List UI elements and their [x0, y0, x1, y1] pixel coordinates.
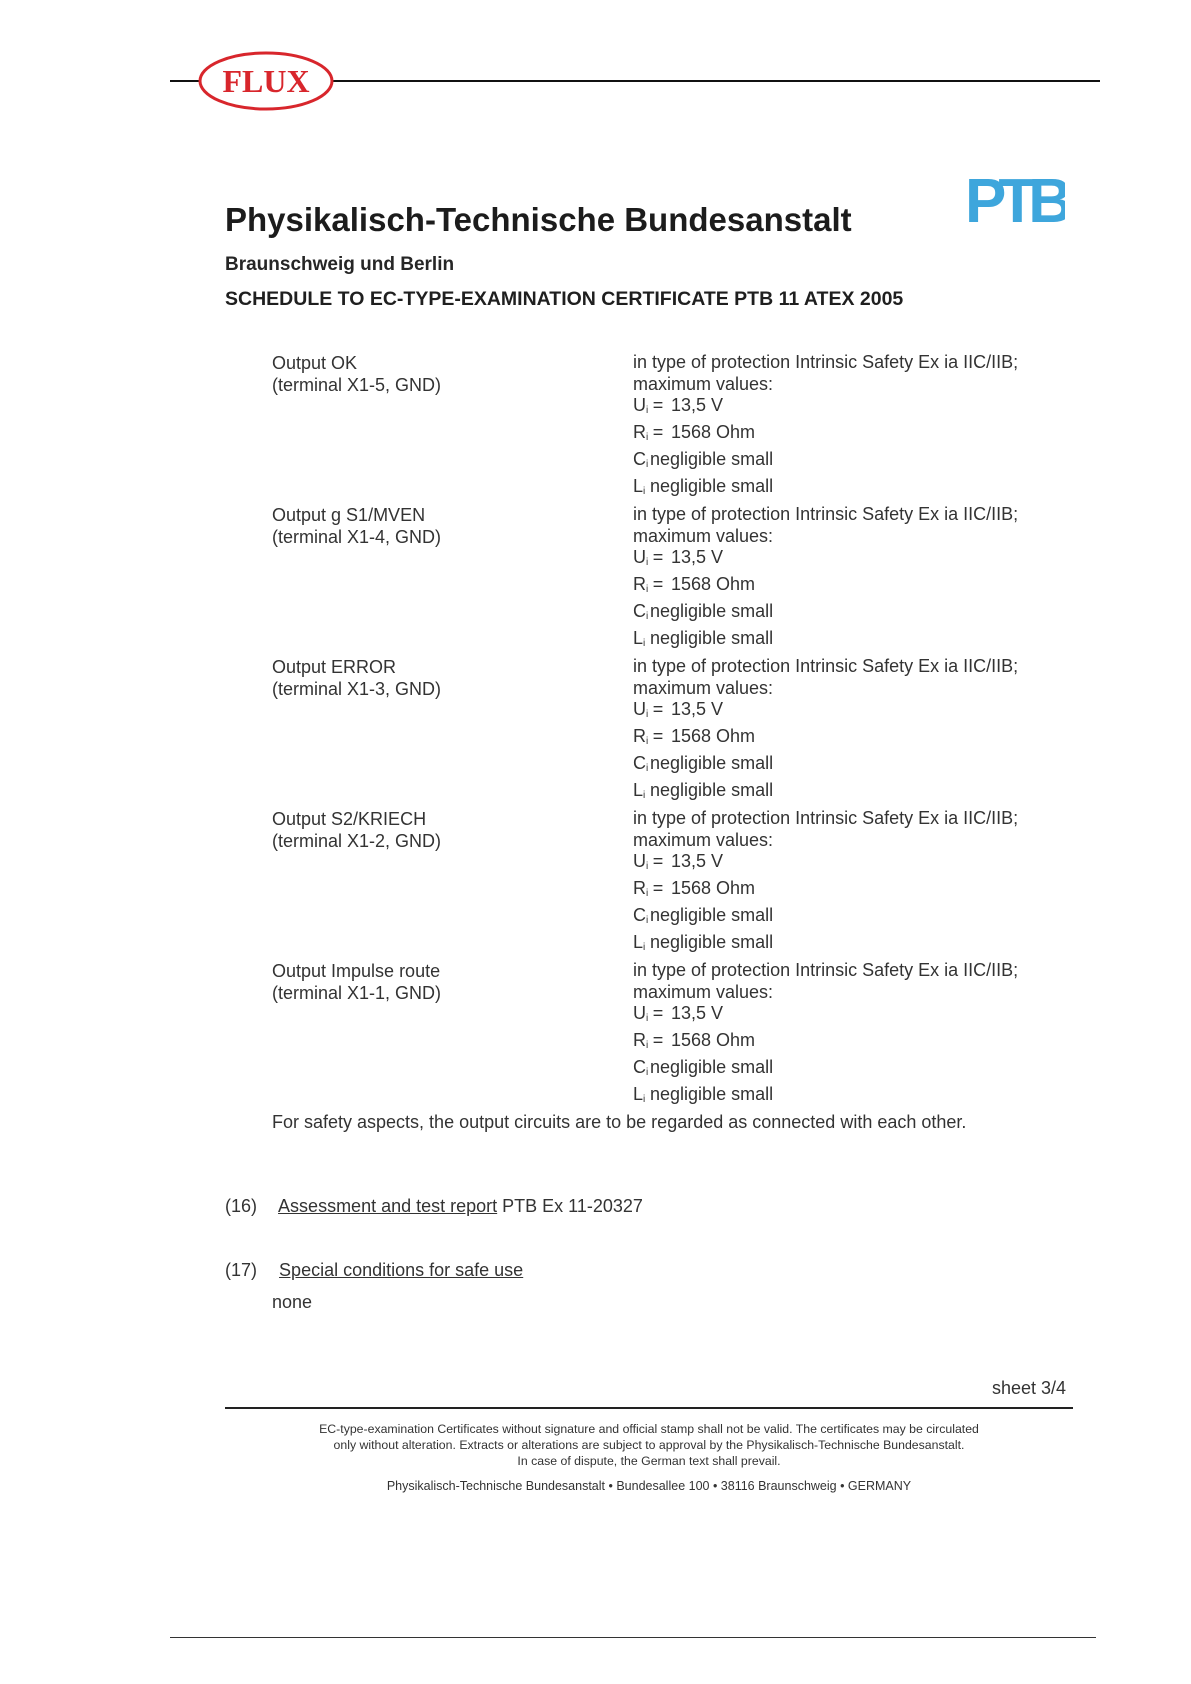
schedule-title: SCHEDULE TO EC-TYPE-EXAMINATION CERTIFICATE PTB 11 ATEX 2005 [225, 288, 904, 310]
voltage-value: 13,5 V [671, 1003, 724, 1024]
resistance-row [633, 574, 1018, 601]
inductance-row [633, 1084, 1018, 1111]
symbol-subscript: i [643, 485, 646, 497]
symbol-subscript: i [646, 432, 649, 444]
footer-note-line: In case of dispute, the German text shall prevail. [517, 1454, 781, 1468]
footer-rule [225, 1407, 1073, 1409]
inductance-value: negligible small [650, 779, 774, 800]
section-17-number: (17) [225, 1260, 258, 1280]
sheet-number: sheet 3/4 [992, 1378, 1067, 1398]
output-terminal: (terminal X1-2, GND) [272, 831, 442, 851]
safety-note: For safety aspects, the output circuits are to be regarded as connected with each other. [272, 1112, 967, 1132]
resistance-row [633, 726, 1018, 753]
capacitance-row [633, 601, 1018, 628]
symbol-r: R [633, 574, 646, 595]
protection-type: in type of protection Intrinsic Safety Ex ia IIC/IIB; [633, 504, 1019, 524]
resistance-value: 1568 Ohm [671, 726, 756, 747]
symbol-subscript: i [646, 914, 649, 926]
resistance-value: 1568 Ohm [671, 878, 756, 899]
resistance-value: 1568 Ohm [671, 574, 756, 595]
symbol-c: C [633, 448, 646, 469]
voltage-value: 13,5 V [671, 395, 724, 416]
inductance-row [633, 476, 1018, 503]
max-values-label: maximum values: [633, 981, 774, 1002]
output-name-block [272, 504, 441, 548]
resistance-row [633, 1030, 1018, 1057]
max-values-label: maximum values: [633, 829, 774, 850]
symbol-subscript: i [646, 736, 649, 748]
footer-address: Physikalisch-Technische Bundesanstalt • Bundesallee 100 • 38116 Braunschweig • GERMANY [386, 1479, 912, 1493]
capacitance-value: negligible small [650, 448, 774, 469]
section-16-value: PTB Ex 11-20327 [502, 1196, 643, 1216]
voltage-row [633, 851, 1018, 878]
max-values-label: maximum values: [633, 525, 774, 546]
protection-type: in type of protection Intrinsic Safety Ex ia IIC/IIB; [633, 960, 1019, 980]
equals-sign: = [652, 547, 664, 568]
max-values-label: maximum values: [633, 373, 774, 394]
capacitance-value: negligible small [650, 1056, 774, 1077]
voltage-row [633, 1003, 1018, 1030]
section-16 [225, 1196, 643, 1217]
capacitance-value: negligible small [650, 600, 774, 621]
protection-type: in type of protection Intrinsic Safety Ex ia IIC/IIB; [633, 808, 1019, 828]
output-name: Output S2/KRIECH [272, 809, 427, 829]
symbol-subscript: i [646, 557, 649, 569]
symbol-subscript: i [646, 458, 649, 470]
max-values-label: maximum values: [633, 677, 774, 698]
output-protection-block [633, 960, 1018, 1110]
voltage-value: 13,5 V [671, 851, 724, 872]
symbol-c: C [633, 1056, 646, 1077]
inductance-row [633, 780, 1018, 807]
inductance-value: negligible small [650, 627, 774, 648]
symbol-u: U [633, 547, 646, 568]
symbol-u: U [633, 699, 646, 720]
resistance-row [633, 878, 1018, 905]
output-name-block [272, 656, 441, 700]
symbol-r: R [633, 1030, 646, 1051]
symbol-subscript: i [643, 1093, 646, 1105]
inductance-row [633, 628, 1018, 655]
symbol-u: U [633, 395, 646, 416]
section-16-label: Assessment and test report [278, 1196, 498, 1216]
capacitance-row [633, 1057, 1018, 1084]
equals-sign: = [652, 422, 664, 443]
section-16-number: (16) [225, 1196, 258, 1216]
voltage-row [633, 547, 1018, 574]
capacitance-value: negligible small [650, 752, 774, 773]
flux-logo [198, 50, 334, 112]
symbol-subscript: i [646, 1066, 649, 1078]
equals-sign: = [652, 1030, 664, 1051]
voltage-value: 13,5 V [671, 547, 724, 568]
symbol-l: L [633, 627, 644, 648]
equals-sign: = [652, 395, 664, 416]
output-name: Output g S1/MVEN [272, 505, 426, 525]
output-name-block [272, 808, 441, 852]
city: Braunschweig und Berlin [225, 254, 455, 275]
inductance-row [633, 932, 1018, 959]
inductance-value: negligible small [650, 931, 774, 952]
symbol-c: C [633, 600, 646, 621]
symbol-subscript: i [646, 584, 649, 596]
resistance-row [633, 422, 1018, 449]
output-protection-block [633, 504, 1018, 654]
protection-type: in type of protection Intrinsic Safety Ex ia IIC/IIB; [633, 352, 1019, 372]
symbol-subscript: i [646, 709, 649, 721]
section-17-value: none [272, 1292, 313, 1312]
symbol-subscript: i [643, 789, 646, 801]
symbol-l: L [633, 475, 644, 496]
output-protection-block [633, 656, 1018, 806]
org-name: Physikalisch-Technische Bundesanstalt [225, 201, 852, 238]
symbol-subscript: i [646, 1040, 649, 1052]
symbol-subscript: i [646, 888, 649, 900]
ptb-logo [965, 162, 1065, 232]
equals-sign: = [652, 878, 664, 899]
resistance-value: 1568 Ohm [671, 1030, 756, 1051]
section-17 [225, 1260, 523, 1281]
symbol-l: L [633, 1083, 644, 1104]
equals-sign: = [652, 699, 664, 720]
capacitance-row [633, 905, 1018, 932]
voltage-row [633, 395, 1018, 422]
output-name: Output OK [272, 353, 358, 373]
voltage-value: 13,5 V [671, 699, 724, 720]
symbol-l: L [633, 779, 644, 800]
equals-sign: = [652, 851, 664, 872]
symbol-r: R [633, 878, 646, 899]
symbol-subscript: i [646, 861, 649, 873]
page-bottom-rule [170, 1637, 1096, 1638]
symbol-l: L [633, 931, 644, 952]
symbol-c: C [633, 752, 646, 773]
voltage-row [633, 699, 1018, 726]
symbol-subscript: i [646, 1013, 649, 1025]
symbol-subscript: i [646, 405, 649, 417]
output-terminal: (terminal X1-5, GND) [272, 375, 442, 395]
protection-type: in type of protection Intrinsic Safety Ex ia IIC/IIB; [633, 656, 1019, 676]
output-terminal: (terminal X1-1, GND) [272, 983, 442, 1003]
symbol-u: U [633, 851, 646, 872]
symbol-subscript: i [646, 762, 649, 774]
symbol-r: R [633, 422, 646, 443]
output-protection-block [633, 808, 1018, 958]
inductance-value: negligible small [650, 475, 774, 496]
output-name-block [272, 960, 441, 1004]
section-17-label: Special conditions for safe use [279, 1260, 524, 1280]
output-name: Output ERROR [272, 657, 397, 677]
output-name: Output Impulse route [272, 961, 441, 981]
output-name-block [272, 352, 441, 396]
flux-logo-text: FLUX [222, 63, 310, 99]
output-terminal: (terminal X1-3, GND) [272, 679, 442, 699]
capacitance-row [633, 753, 1018, 780]
capacitance-value: negligible small [650, 904, 774, 925]
symbol-subscript: i [646, 610, 649, 622]
equals-sign: = [652, 1003, 664, 1024]
output-protection-block [633, 352, 1018, 502]
symbol-u: U [633, 1003, 646, 1024]
inductance-value: negligible small [650, 1083, 774, 1104]
resistance-value: 1568 Ohm [671, 422, 756, 443]
ptb-logo-text: PTB [965, 167, 1065, 232]
footer-note-line: only without alteration. Extracts or alterations are subject to approval by the Physikalisch-Technische Bundesanstalt. [333, 1438, 965, 1452]
symbol-subscript: i [643, 637, 646, 649]
symbol-subscript: i [643, 941, 646, 953]
symbol-c: C [633, 904, 646, 925]
output-terminal: (terminal X1-4, GND) [272, 527, 442, 547]
symbol-r: R [633, 726, 646, 747]
capacitance-row [633, 449, 1018, 476]
equals-sign: = [652, 726, 664, 747]
footer-note [225, 1421, 1073, 1469]
footer-note-line: EC-type-examination Certificates without signature and official stamp shall not be valid. The certificates may be circulated [319, 1422, 979, 1436]
equals-sign: = [652, 574, 664, 595]
